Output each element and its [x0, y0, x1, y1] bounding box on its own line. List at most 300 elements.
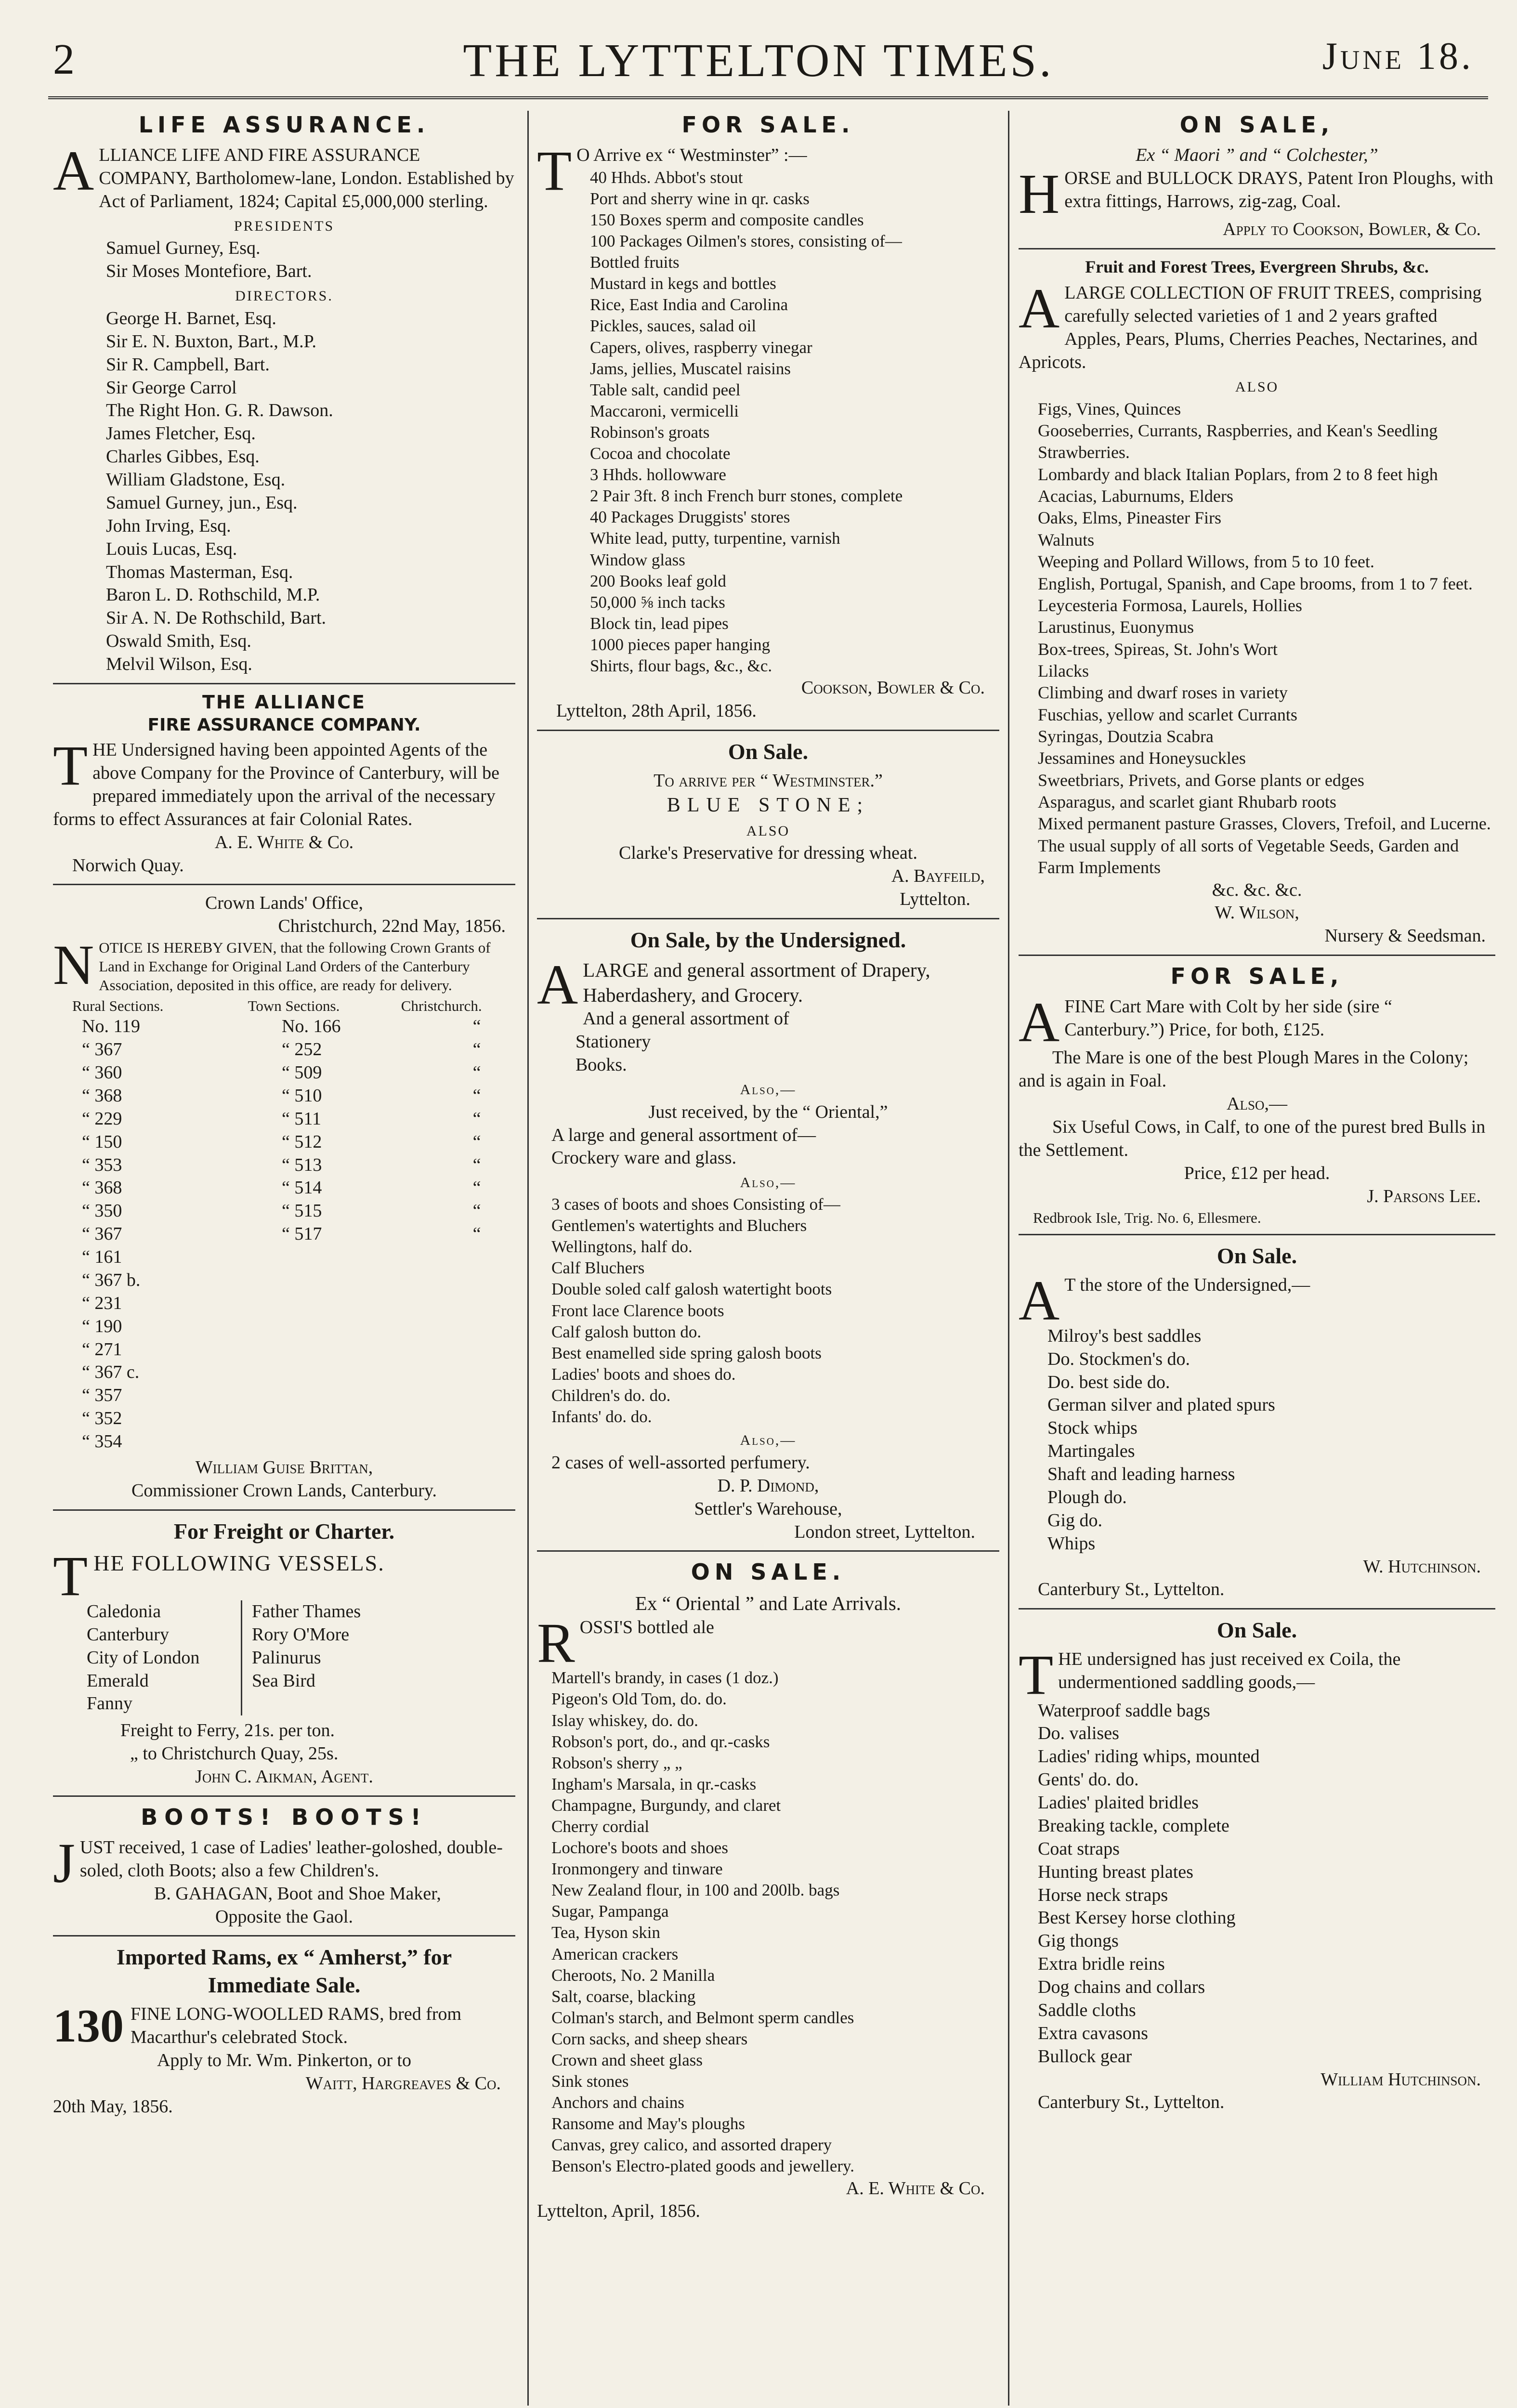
also-label: Also,— [740, 1175, 797, 1191]
issue-date: June 18. [1322, 35, 1474, 78]
list-item: Shirts, flour bags, &c., &c. [590, 656, 772, 675]
list-item: Sir R. Campbell, Bart. [106, 354, 270, 375]
ad-subheading: Ex “ Maori ” and “ Colchester,” [1136, 144, 1378, 165]
list-item: George H. Barnet, Esq. [106, 308, 276, 328]
ad-etc: &c. &c. &c. [1212, 879, 1302, 900]
freight-ad [53, 1518, 515, 1797]
list-item: English, Portugal, Spanish, and Cape brooms, from 1 to 7 feet. [1038, 574, 1473, 593]
ad-heading: LIFE ASSURANCE. [138, 112, 430, 138]
list-item: Father Thames [252, 1601, 361, 1622]
ad-apply: Apply to Mr. Wm. Pinkerton, or to [157, 2050, 412, 2071]
goods-list [537, 167, 999, 677]
list-item: Thomas Masterman, Esq. [106, 562, 293, 582]
list-item: No. 166 [282, 1016, 341, 1037]
list-item: Mustard in kegs and bottles [590, 274, 776, 293]
saddling-list [1019, 1700, 1495, 2068]
list-item: Crown and sheet glass [551, 2051, 703, 2070]
column-1 [53, 108, 515, 2408]
ad-heading: ON SALE, [1179, 112, 1334, 138]
list-item: “ 354 [82, 1431, 122, 1452]
list-item: John Irving, Esq. [106, 515, 231, 536]
list-item: Anchors and chains [551, 2093, 685, 2112]
list-item: 3 Hhds. hollowware [590, 465, 726, 484]
ad-signature: Cookson, Bowler & Co. [801, 678, 985, 698]
list-item: Robinson's groats [590, 422, 710, 442]
ad-heading: Fruit and Forest Trees, Evergreen Shrubs, &c. [1085, 257, 1429, 276]
list-item: Caledonia [87, 1601, 161, 1622]
ad-signature: William Hutchinson. [1321, 2069, 1481, 2090]
crown-lands-notice [53, 892, 515, 1510]
ad-heading: On Sale. [728, 739, 809, 764]
ad-line: Stationery [575, 1032, 651, 1052]
list-item: Gentlemen's watertights and Bluchers [551, 1216, 807, 1235]
list-item: Islay whiskey, do. do. [551, 1711, 698, 1730]
ad-signature: A. E. White & Co. [214, 832, 354, 852]
list-item: “ 367 [82, 1224, 122, 1244]
list-item: Gig thongs [1038, 1931, 1119, 1951]
list-item: Best enamelled side spring galosh boots [551, 1343, 822, 1362]
list-item: Walnuts [1038, 530, 1095, 550]
list-item: Calf galosh button do. [551, 1322, 702, 1341]
notice-signature-title: Commissioner Crown Lands, Canterbury. [131, 1480, 437, 1501]
ad-subheading: Immediate Sale. [208, 1973, 361, 1998]
list-item: “ 357 [82, 1385, 122, 1406]
christchurch-header: Christchurch. [401, 997, 482, 1015]
ad-body: ALLIANCE LIFE AND FIRE ASSURANCE COMPANY, Bartholomew-lane, London. Established by Act of Parliament, 1824; Capital £5,000,000 sterling. [53, 139, 514, 211]
boots-list [537, 1194, 999, 1427]
list-item: Samuel Gurney, Esq. [106, 238, 261, 259]
list-item: Sir E. N. Buxton, Bart., M.P. [106, 331, 317, 352]
masthead [0, 0, 1517, 92]
ad-signature: A. Bayfeild, [891, 866, 985, 887]
ad-body: FINE LONG-WOOLLED RAMS, bred from Macarthur's celebrated Stock. [131, 2004, 462, 2048]
ad-body: ALARGE and general assortment of Drapery, Haberdashery, and Grocery. [537, 953, 930, 1016]
list-item: Maccaroni, vermicelli [590, 401, 739, 420]
list-item: “ [472, 1016, 481, 1037]
column-3 [1019, 108, 1495, 2408]
ad-intro: TO Arrive ex “ Westminster” :— [537, 139, 807, 202]
list-item: “ 367 b. [82, 1269, 141, 1290]
list-item: “ 514 [282, 1178, 322, 1198]
list-item: “ [472, 1201, 481, 1221]
column-2 [537, 108, 999, 2408]
list-item: Table salt, candid peel [590, 380, 741, 399]
list-item: Palinurus [252, 1647, 321, 1668]
list-item: “ 513 [282, 1154, 322, 1175]
drapery-ad [537, 926, 999, 1552]
notice-dateline: Christchurch, 22nd May, 1856. [278, 916, 506, 937]
ad-signature: W. Wilson, [1215, 903, 1299, 923]
list-item: 40 Hhds. Abbot's stout [590, 168, 743, 187]
list-item: Horse neck straps [1038, 1885, 1168, 1905]
ad-signature: W. Hutchinson. [1363, 1556, 1481, 1577]
ad-line: A large and general assortment of— [551, 1125, 816, 1145]
list-item: “ 150 [82, 1131, 122, 1152]
list-item: “ 271 [82, 1339, 122, 1360]
list-item: Acacias, Laburnums, Elders [1038, 486, 1233, 506]
life-assurance-ad [53, 111, 515, 684]
ad-heading: On Sale, by the Undersigned. [630, 927, 906, 952]
list-item: Oaks, Elms, Pineaster Firs [1038, 508, 1221, 528]
list-item: “ 353 [82, 1154, 122, 1175]
list-item: Benson's Electro-plated goods and jewellery. [551, 2157, 854, 2176]
list-item: Figs, Vines, Quinces [1038, 399, 1181, 419]
list-item: Mixed permanent pasture Grasses, Clovers, Trefoil, and Lucerne. [1038, 814, 1491, 834]
list-item: Sea Bird [252, 1670, 315, 1691]
list-item: Extra cavasons [1038, 2023, 1148, 2043]
list-item: “ 515 [282, 1201, 322, 1221]
list-item: Lilacks [1038, 661, 1089, 681]
list-item: Wellingtons, half do. [551, 1237, 693, 1256]
list-item: German silver and plated spurs [1047, 1395, 1275, 1415]
ad-heading: FOR SALE, [1170, 963, 1344, 990]
vessels-list [53, 1600, 515, 1715]
list-item: The Right Hon. G. R. Dawson. [106, 400, 333, 421]
notice-signature: William Guise Brittan, [195, 1457, 373, 1478]
ad-intro: AT the store of the Undersigned,— [1019, 1269, 1310, 1332]
ad-heading: On Sale. [1216, 1618, 1297, 1643]
list-item: Shaft and leading harness [1047, 1464, 1235, 1485]
list-item: James Fletcher, Esq. [106, 423, 256, 444]
list-item: “ 510 [282, 1085, 322, 1106]
directors-label: DIRECTORS. [235, 288, 333, 304]
also-label: ALSO [746, 823, 790, 839]
ad-heading: BOOTS! BOOTS! [141, 1804, 428, 1830]
list-item: Sugar, Pampanga [551, 1902, 669, 1921]
ad-signature: D. P. Dimond, [717, 1475, 819, 1496]
list-item: “ 509 [282, 1062, 322, 1083]
town-sections [238, 1015, 438, 1453]
list-item: Jams, jellies, Muscatel raisins [590, 359, 791, 378]
ad-intro: THE undersigned has just received ex Coila, the undermentioned saddling goods,— [1019, 1643, 1401, 1707]
ad-line: Books. [575, 1055, 627, 1075]
boots-ad [53, 1804, 515, 1937]
ad-signature-line: Settler's Warehouse, [694, 1498, 842, 1519]
list-item: “ 368 [82, 1178, 122, 1198]
list-item: “ 352 [82, 1408, 122, 1429]
ad-item: BLUE STONE; [667, 794, 870, 816]
list-item: Box-trees, Spireas, St. John's Wort [1038, 639, 1278, 659]
list-item: Sir George Carrol [106, 377, 237, 398]
list-item: Oswald Smith, Esq. [106, 631, 251, 652]
list-item: No. 119 [82, 1016, 141, 1037]
blue-stone-ad [537, 738, 999, 919]
ad-place: Canterbury St., Lyttelton. [1038, 2092, 1225, 2113]
list-item: Capers, olives, raspberry vinegar [590, 338, 812, 357]
rural-header: Rural Sections. [72, 997, 164, 1015]
list-item: “ [472, 1131, 481, 1152]
ad-heading: On Sale. [1216, 1243, 1297, 1268]
list-item: Plough do. [1047, 1487, 1127, 1507]
list-item: William Gladstone, Esq. [106, 470, 286, 490]
list-item: Louis Lucas, Esq. [106, 538, 237, 559]
column-rule-2 [1008, 111, 1009, 2406]
list-item: “ 229 [82, 1108, 122, 1129]
list-item: 150 Boxes sperm and composite candles [590, 210, 864, 230]
list-item: Canvas, grey calico, and assorted drapery [551, 2135, 832, 2155]
list-item: Double soled calf galosh watertight boots [551, 1280, 832, 1299]
list-item: “ 231 [82, 1293, 122, 1313]
also-label: Also,— [740, 1081, 797, 1098]
ad-place: Norwich Quay. [72, 855, 184, 876]
list-item: Charles Gibbes, Esq. [106, 446, 260, 467]
list-item: 3 cases of boots and shoes Consisting of— [551, 1195, 840, 1214]
vessels-left [87, 1600, 242, 1715]
list-item: “ 350 [82, 1201, 122, 1221]
ad-body: THE Undersigned having been appointed Agents of the above Company for the Province of Canterbury, will be prepared immediately upon the arrival of the necessary forms to effect Assurances at fair Colonial Rates. [53, 734, 500, 829]
ad-signature: J. Parsons Lee. [1367, 1186, 1481, 1206]
list-item: 200 Books leaf gold [590, 571, 726, 590]
list-item: Extra bridle reins [1038, 1954, 1165, 1975]
list-item: “ [472, 1062, 481, 1083]
masthead-rule [48, 96, 1488, 99]
list-item: Larustinus, Euonymus [1038, 617, 1194, 637]
list-item: Sweetbriars, Privets, and Gorse plants or edges [1038, 770, 1364, 790]
list-item: Pigeon's Old Tom, do. do. [551, 1689, 727, 1709]
ad-signature: Apply to Cookson, Bowler, & Co. [1223, 219, 1481, 240]
town-header: Town Sections. [248, 997, 340, 1015]
goods-list [537, 1667, 999, 2177]
ad-arrival: To arrive per “ Westminster.” [654, 770, 883, 791]
list-item: The usual supply of all sorts of Vegetable Seeds, Garden and Farm Implements [1038, 836, 1459, 877]
list-item: Asparagus, and scarlet giant Rhubarb roots [1038, 792, 1336, 812]
ad-place: Lyttelton. [900, 889, 970, 910]
list-item: New Zealand flour, in 100 and 200lb. bags [551, 1881, 840, 1900]
ad-body: ALARGE COLLECTION OF FRUIT TREES, comprising carefully selected varieties of 1 and 2 years grafted Apples, Pears, Plums, Cherries Peaches, Nectarines, and Apricots. [1019, 277, 1482, 372]
list-item: 50,000 ⅝ inch tacks [590, 592, 725, 612]
list-item: Best Kersey horse clothing [1038, 1908, 1236, 1928]
ad-signature-title: Nursery & Seedsman. [1324, 926, 1486, 946]
list-item: Salt, coarse, blacking [551, 1987, 696, 2006]
ad-signature: John C. Aikman, Agent. [195, 1767, 373, 1787]
list-item: Sir Moses Montefiore, Bart. [106, 261, 312, 282]
ad-price: Price, £12 per head. [1184, 1163, 1330, 1183]
list-item: Front lace Clarence boots [551, 1301, 724, 1320]
list-item: Coat straps [1038, 1838, 1120, 1859]
list-item: Melvil Wilson, Esq. [106, 654, 252, 675]
rams-count: 130 [53, 2000, 124, 2053]
list-item: Hunting breast plates [1038, 1861, 1193, 1882]
mare-for-sale-ad [1019, 963, 1495, 1235]
ad-line: Crockery ware and glass. [551, 1148, 737, 1168]
list-item: Block tin, lead pipes [590, 614, 729, 633]
list-item: Saddle cloths [1038, 2000, 1136, 2020]
list-item: 2 Pair 3ft. 8 inch French burr stones, complete [590, 486, 903, 506]
list-item: Gents' do. do. [1038, 1769, 1139, 1790]
list-item: Infants' do. do. [551, 1407, 652, 1426]
list-item: Cherry cordial [551, 1817, 650, 1836]
trees-list [1019, 398, 1495, 879]
list-item: Do. valises [1038, 1723, 1119, 1744]
ad-agent: Waitt, Hargreaves & Co. [305, 2073, 501, 2094]
ad-place: Canterbury St., Lyttelton. [1038, 1579, 1225, 1600]
list-item: Ladies' riding whips, mounted [1038, 1746, 1260, 1767]
list-item: “ 360 [82, 1062, 122, 1083]
list-item: Lombardy and black Italian Poplars, from 2 to 8 feet high [1038, 464, 1438, 484]
trees-ad [1019, 256, 1495, 956]
list-item: Jessamines and Honeysuckles [1038, 748, 1246, 768]
coila-saddling-ad [1019, 1616, 1495, 2114]
list-item: “ 252 [282, 1039, 322, 1060]
list-item: “ [472, 1108, 481, 1129]
list-item: Window glass [590, 550, 685, 569]
list-item: Martingales [1047, 1441, 1135, 1462]
oriental-on-sale-ad [537, 1558, 999, 2223]
list-item: Colman's starch, and Belmont sperm candles [551, 2008, 854, 2027]
list-item: Ladies' boots and shoes do. [551, 1364, 736, 1384]
list-item: Leycesteria Formosa, Laurels, Hollies [1038, 595, 1302, 615]
ad-line: Just received, by the “ Oriental,” [648, 1101, 888, 1122]
list-item: Rice, East India and Carolina [590, 295, 788, 314]
list-item: Gooseberries, Currants, Raspberries, and Kean's Seedling Strawberries. [1038, 421, 1438, 462]
ad-intro: ROSSI'S bottled ale [537, 1611, 714, 1675]
directors-list [53, 307, 515, 676]
ad-heading: For Freight or Charter. [173, 1518, 395, 1544]
list-item: Milroy's best saddles [1047, 1325, 1202, 1346]
saddles-ad [1019, 1242, 1495, 1610]
notice-office: Crown Lands' Office, [205, 893, 363, 914]
ad-signature: B. GAHAGAN, Boot and Shoe Maker, [154, 1883, 441, 1904]
ad-signature: A. E. White & Co. [846, 2178, 985, 2199]
list-item: American crackers [551, 1944, 679, 1963]
rural-sections [53, 1015, 238, 1453]
list-item: Do. best side do. [1047, 1372, 1170, 1392]
list-item: Weeping and Pollard Willows, from 5 to 10 feet. [1038, 552, 1374, 572]
list-item: Port and sherry wine in qr. casks [590, 189, 810, 208]
ad-date: Lyttelton, 28th April, 1856. [556, 700, 757, 721]
list-item: 1000 pieces paper hanging [590, 635, 771, 654]
list-item: Do. Stockmen's do. [1047, 1348, 1190, 1369]
list-item: Waterproof saddle bags [1038, 1700, 1210, 1721]
newspaper-title: THE LYTTELTON TIMES. [463, 35, 1054, 87]
ad-place: Opposite the Gaol. [215, 1906, 353, 1927]
list-item: Sir A. N. De Rothschild, Bart. [106, 608, 327, 628]
list-item: Syringas, Doutzia Scabra [1038, 727, 1214, 746]
list-item: 100 Packages Oilmen's stores, consisting of— [590, 232, 902, 251]
page-number: 2 [53, 36, 75, 83]
also-label: ALSO [1235, 379, 1279, 395]
ad-body: AFINE Cart Mare with Colt by her side (sire “ Canterbury.”) Price, for both, £125. [1019, 991, 1392, 1054]
christchurch-sections [438, 1015, 515, 1453]
list-item: White lead, putty, turpentine, varnish [590, 529, 840, 548]
list-item: 40 Packages Druggists' stores [590, 508, 790, 527]
list-item: “ 367 [82, 1039, 122, 1060]
list-item: Ironmongery and tinware [551, 1859, 723, 1879]
presidents-list [53, 237, 515, 283]
ad-item-2: Clarke's Preservative for dressing wheat. [619, 843, 917, 864]
list-item: Lochore's boots and shoes [551, 1838, 728, 1858]
ad-body-2: The Mare is one of the best Plough Mares in the Colony; and is again in Foal. [1019, 1047, 1469, 1091]
ad-heading: FOR SALE. [681, 112, 855, 138]
list-item: “ [472, 1178, 481, 1198]
list-item: Rory O'More [252, 1624, 350, 1645]
westminster-for-sale-ad [537, 111, 999, 731]
list-item: Fanny [87, 1693, 132, 1714]
rams-ad [53, 1943, 515, 2118]
ad-body: HORSE and BULLOCK DRAYS, Patent Iron Ploughs, with extra fittings, Harrows, zig-zag, Coal. [1019, 162, 1493, 225]
ad-date: Lyttelton, April, 1856. [537, 2201, 700, 2222]
list-item: “ 161 [82, 1247, 122, 1268]
list-item: “ 517 [282, 1224, 322, 1244]
ad-line: And a general assortment of [583, 1008, 789, 1029]
list-item: Bullock gear [1038, 2046, 1132, 2067]
list-item: Ingham's Marsala, in qr.-casks [551, 1774, 757, 1793]
ad-date: 20th May, 1856. [53, 2096, 173, 2117]
ad-place: Redbrook Isle, Trig. No. 6, Ellesmere. [1033, 1209, 1261, 1226]
list-item: “ 190 [82, 1316, 122, 1336]
list-item: Stock whips [1047, 1418, 1138, 1439]
list-item: Sink stones [551, 2072, 629, 2091]
fire-assurance-ad [53, 691, 515, 885]
list-item: Dog chains and collars [1038, 1977, 1205, 1998]
list-item: Breaking tackle, complete [1038, 1815, 1229, 1836]
list-item: “ [472, 1154, 481, 1175]
list-item: Cocoa and chocolate [590, 444, 731, 463]
ad-subheading: FIRE ASSURANCE COMPANY. [147, 715, 421, 735]
ad-line: 2 cases of well-assorted perfumery. [551, 1452, 810, 1473]
list-item: Samuel Gurney, jun., Esq. [106, 492, 298, 513]
ad-heading: ON SALE. [691, 1559, 846, 1585]
list-item: Whips [1047, 1533, 1096, 1554]
ad-signature-line: London street, Lyttelton. [794, 1521, 975, 1542]
list-item: Corn sacks, and sheep shears [551, 2029, 748, 2048]
ad-intro: THE FOLLOWING VESSELS. [53, 1544, 385, 1608]
list-item: “ [472, 1085, 481, 1106]
also-label: Also,— [1227, 1094, 1287, 1114]
list-item: “ 367 c. [82, 1362, 140, 1383]
also-label: Also,— [740, 1432, 797, 1449]
freight-rate-2: „ to Christchurch Quay, 25s. [130, 1743, 339, 1764]
list-item: Fuschias, yellow and scarlet Currants [1038, 705, 1297, 724]
list-item: Robson's sherry „ „ [551, 1753, 682, 1772]
list-item: Tea, Hyson skin [551, 1923, 660, 1942]
list-item: Ladies' plaited bridles [1038, 1793, 1199, 1813]
list-item: Children's do. do. [551, 1386, 671, 1405]
list-item: Baron L. D. Rothschild, M.P. [106, 585, 320, 605]
list-item: Ransome and May's ploughs [551, 2114, 745, 2133]
freight-rate-1: Freight to Ferry, 21s. per ton. [120, 1720, 335, 1741]
ad-body-3: Six Useful Cows, in Calf, to one of the purest bred Bulls in the Settlement. [1019, 1117, 1486, 1160]
ad-body: JUST received, 1 case of Ladies' leather-goloshed, double-soled, cloth Boots; also a few Children's. [53, 1831, 503, 1895]
list-item: Calf Bluchers [551, 1258, 645, 1278]
list-item: Robson's port, do., and qr.-casks [551, 1732, 770, 1751]
ad-heading: THE ALLIANCE [202, 691, 366, 713]
sections-table [53, 1015, 515, 1453]
list-item: “ 511 [282, 1108, 321, 1129]
presidents-label: PRESIDENTS [234, 218, 335, 234]
list-item: Champagne, Burgundy, and claret [551, 1795, 781, 1815]
notice-body: NOTICE IS HEREBY GIVEN, that the following Crown Grants of Land in Exchange for Original Land Orders of the Canterbury Association, deposited in this office, are ready for delivery. [53, 933, 491, 997]
list-item: “ 512 [282, 1131, 322, 1152]
drays-ad [1019, 111, 1495, 249]
list-item: “ 368 [82, 1085, 122, 1106]
list-item: Canterbury [87, 1624, 169, 1645]
list-item: Pickles, sauces, salad oil [590, 316, 757, 336]
list-item: “ [472, 1039, 481, 1060]
list-item: “ [472, 1224, 481, 1244]
sections-header [53, 996, 515, 1015]
list-item: Martell's brandy, in cases (1 doz.) [551, 1668, 779, 1688]
column-rule-1 [527, 111, 529, 2406]
vessels-right [252, 1600, 361, 1715]
list-item: Gig do. [1047, 1510, 1102, 1531]
ad-heading: Imported Rams, ex “ Amherst,” for [116, 1945, 452, 1970]
list-item: Climbing and dwarf roses in variety [1038, 683, 1288, 703]
ad-subheading: Ex “ Oriental ” and Late Arrivals. [635, 1592, 902, 1615]
list-item: Emerald [87, 1670, 149, 1691]
list-item: Bottled fruits [590, 253, 680, 272]
list-item: City of London [87, 1647, 200, 1668]
